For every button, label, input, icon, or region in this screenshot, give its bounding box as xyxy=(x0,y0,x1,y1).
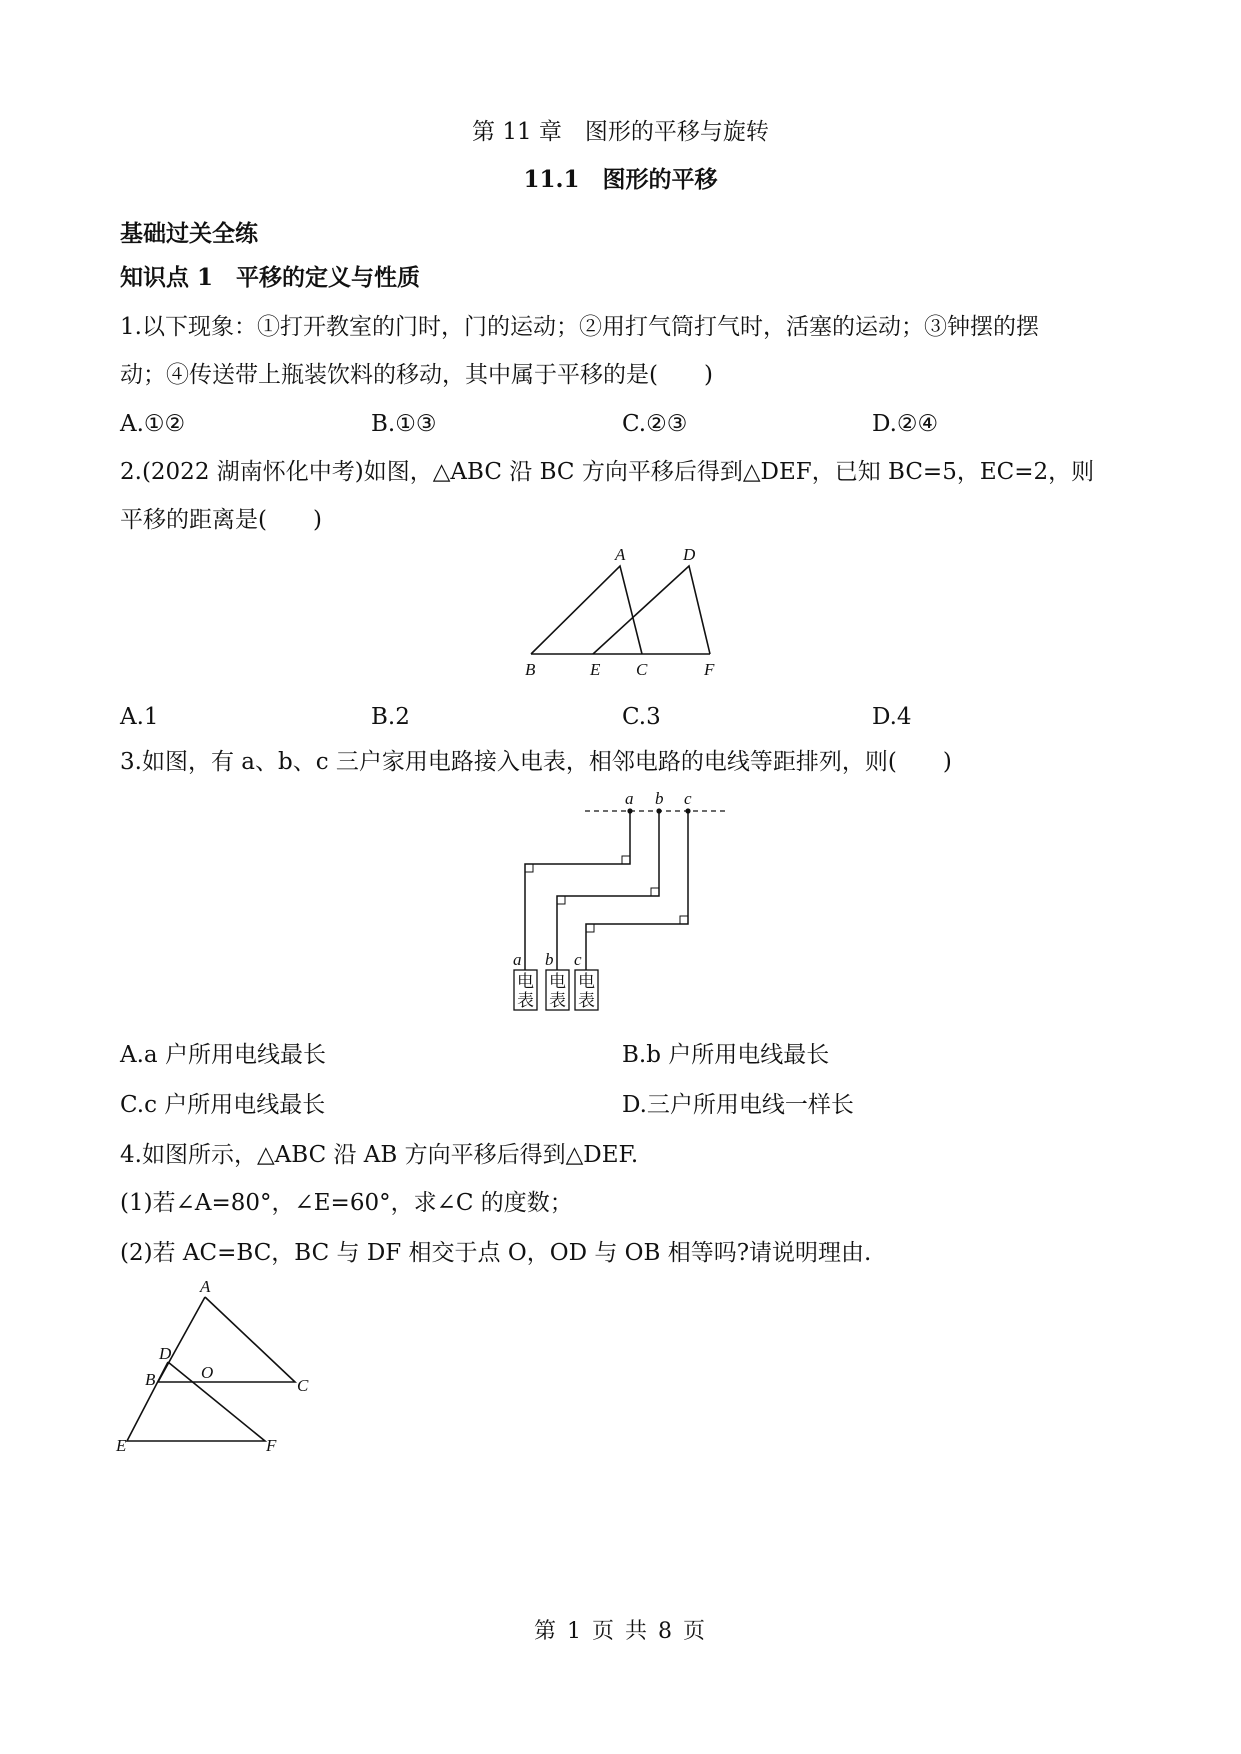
meter-c-char-1: 电 xyxy=(578,972,595,991)
question-3-line-1: 3.如图，有 a、b、c 三户家用电路接入电表，相邻电路的电线等距排列，则( ) xyxy=(120,749,952,775)
question-2-option-c: C.3 xyxy=(622,704,661,730)
question-4-line-2: (1)若∠A=80°，∠E=60°，求∠C 的度数； xyxy=(120,1190,573,1216)
label-e: E xyxy=(590,660,601,679)
label-o: O xyxy=(201,1363,214,1382)
meter-c-char-2: 表 xyxy=(578,991,595,1010)
question-4-line-3: (2)若 AC=BC，BC 与 DF 相交于点 O，OD 与 OB 相等吗?请说明理由. xyxy=(120,1240,872,1266)
question-2-option-a: A.1 xyxy=(120,704,159,730)
meter-a-char-1: 电 xyxy=(517,972,534,991)
block-title: 基础过关全练 xyxy=(120,220,258,247)
question-1-line-1: 1.以下现象：①打开教室的门时，门的运动；②用打气筒打气时，活塞的运动；③钟摆的摆 xyxy=(120,314,1039,340)
question-1-option-d: D.②④ xyxy=(872,411,939,437)
question-1-option-b: B.①③ xyxy=(371,411,437,437)
label-f: F xyxy=(266,1436,277,1455)
question-1-option-a: A.①② xyxy=(120,411,186,437)
question-1-option-c: C.②③ xyxy=(622,411,688,437)
question-3-option-b: B.b 户所用电线最长 xyxy=(622,1042,830,1068)
label-f: F xyxy=(704,660,715,679)
top-label-b: b xyxy=(655,789,664,808)
meter-label-c: c xyxy=(574,950,582,969)
triangle-abc xyxy=(158,1297,295,1382)
top-label-c: c xyxy=(684,789,692,808)
question-2-option-b: B.2 xyxy=(371,704,410,730)
question-2-line-2: 平移的距离是( ) xyxy=(120,507,322,533)
chapter-title: 第 11 章 图形的平移与旋转 xyxy=(472,119,769,145)
label-c: C xyxy=(636,660,648,679)
question-3-option-c: C.c 户所用电线最长 xyxy=(120,1092,326,1118)
label-c: C xyxy=(297,1376,309,1395)
question-1-line-2: 动；④传送带上瓶装饮料的移动，其中属于平移的是( ) xyxy=(120,362,713,388)
page-footer: 第 1 页 共 8 页 xyxy=(534,1619,707,1644)
label-d: D xyxy=(683,545,696,564)
meter-b-char-2: 表 xyxy=(549,991,566,1010)
top-label-a: a xyxy=(625,789,634,808)
meter-a-char-2: 表 xyxy=(517,991,534,1010)
label-a: A xyxy=(200,1277,211,1296)
meter-b-char-1: 电 xyxy=(549,972,566,991)
label-e: E xyxy=(116,1436,127,1455)
label-a: A xyxy=(615,545,626,564)
question-3-option-d: D.三户所用电线一样长 xyxy=(622,1092,854,1118)
question-4-line-1: 4.如图所示，△ABC 沿 AB 方向平移后得到△DEF. xyxy=(120,1142,639,1168)
section-title: 11.1 图形的平移 xyxy=(523,166,718,193)
question-2-line-1: 2.(2022 湖南怀化中考)如图，△ABC 沿 BC 方向平移后得到△DEF，已知 BC=5，EC=2，则 xyxy=(120,459,1095,485)
label-b: B xyxy=(145,1370,156,1389)
label-d: D xyxy=(159,1344,172,1363)
meter-label-a: a xyxy=(513,950,522,969)
question-2-option-d: D.4 xyxy=(872,704,912,730)
label-b: B xyxy=(525,660,536,679)
meter-label-b: b xyxy=(545,950,554,969)
question-3-option-a: A.a 户所用电线最长 xyxy=(120,1042,326,1068)
knowledge-point-heading: 知识点 1 平移的定义与性质 xyxy=(120,264,421,291)
